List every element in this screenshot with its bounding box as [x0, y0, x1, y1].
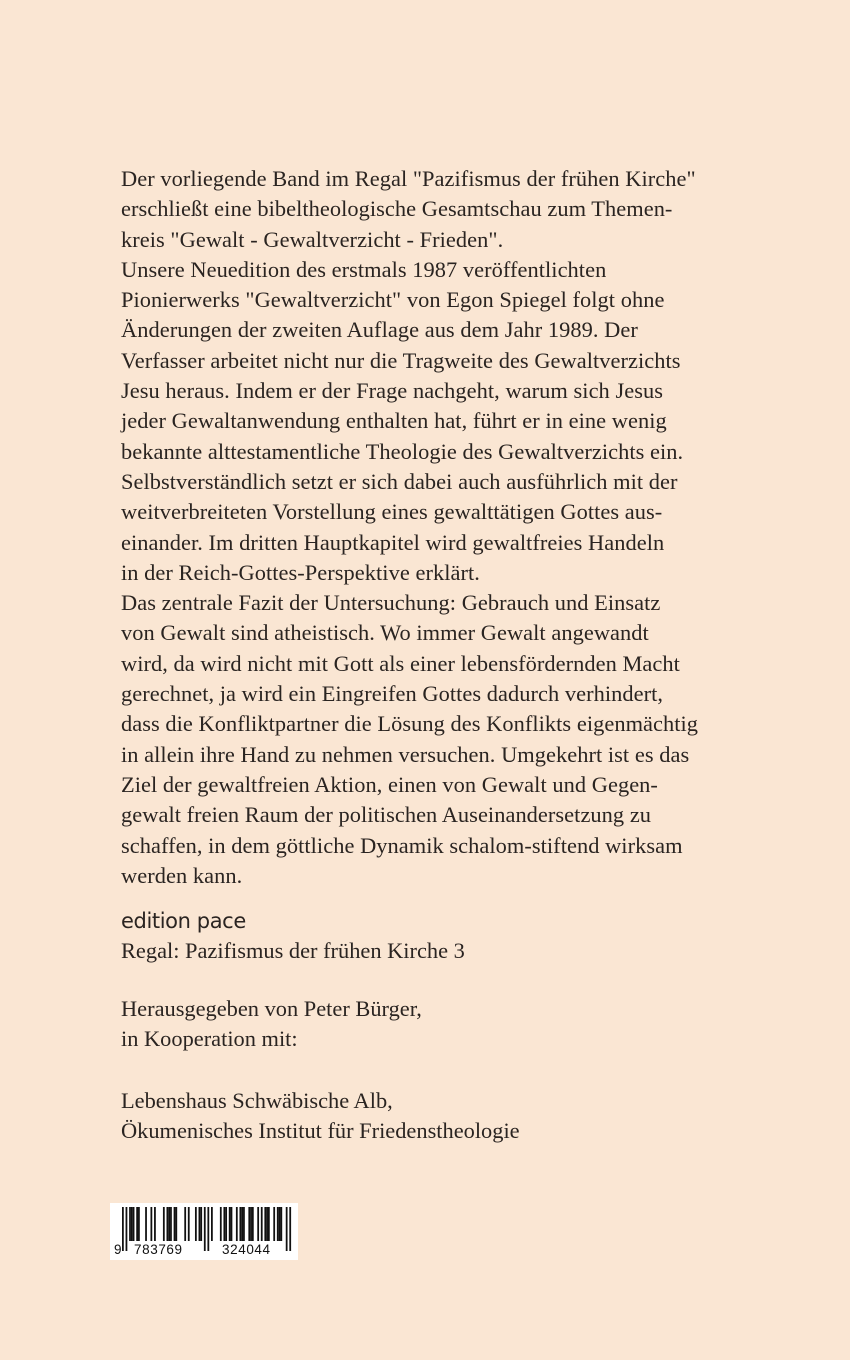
blurb-line: in der Reich-Gottes-Perspektive erklärt.: [121, 559, 480, 585]
blurb-line: Verfasser arbeitet nicht nur die Tragweite des Gewaltverzichts: [121, 347, 681, 373]
partner-list: [121, 1086, 520, 1147]
blurb-line: dass die Konfliktpartner die Lösung des Konflikts eigenmächtig: [121, 711, 699, 737]
barcode-bar: [174, 1207, 176, 1241]
blurb-line: wird, da wird nicht mit Gott als einer lebensfördernden Macht: [121, 650, 680, 676]
barcode-bar: [231, 1207, 233, 1241]
blurb-text: [121, 164, 721, 891]
barcode-bar: [175, 1207, 177, 1241]
blurb-line: weitverbreiteten Vorstellung eines gewalttätigen Gottes aus-: [121, 499, 663, 525]
blurb-line: erschließt eine bibeltheologische Gesamtschau zum Themen-: [121, 196, 673, 222]
blurb-line: Änderungen der zweiten Auflage aus dem Jahr 1989. Der: [121, 317, 638, 343]
barcode-bar: [250, 1207, 252, 1241]
cooperation-line: in Kooperation mit:: [121, 1026, 298, 1052]
blurb-line: schaffen, in dem göttliche Dynamik schalom-stiftend wirksam: [121, 832, 683, 858]
blurb-line: Das zentrale Fazit der Untersuchung: Gebrauch und Einsatz: [121, 590, 661, 616]
editor-line: Herausgegeben von Peter Bürger,: [121, 996, 422, 1021]
publisher-name: edition pace: [121, 909, 246, 933]
barcode-bar: [184, 1207, 186, 1241]
barcode-bar: [200, 1207, 202, 1241]
barcode-bar: [170, 1207, 172, 1241]
barcode-bar: [133, 1207, 135, 1241]
barcode-right-digits: 324044: [222, 1242, 271, 1257]
partner-item: Ökumenisches Institut für Friedenstheologie: [121, 1118, 520, 1144]
barcode-bar: [261, 1207, 263, 1241]
blurb-line: Ziel der gewaltfreien Aktion, einen von Gewalt und Gegen-: [121, 771, 658, 797]
blurb-line: Pionierwerks "Gewaltverzicht" von Egon Spiegel folgt ohne: [121, 287, 665, 313]
barcode-bar: [225, 1207, 227, 1241]
isbn-barcode: [110, 1203, 298, 1260]
blurb-line: werden kann.: [121, 862, 243, 888]
barcode-bar: [243, 1207, 245, 1241]
barcode-prefix-digit: 9: [114, 1242, 123, 1257]
barcode-bar: [264, 1207, 266, 1241]
barcode-bar: [145, 1207, 147, 1241]
blurb-line: in allein ihre Hand zu nehmen versuchen. Umgekehrt ist es das: [121, 741, 690, 767]
barcode-bar: [167, 1207, 169, 1241]
barcode-bar: [150, 1207, 152, 1241]
barcode-bar: [131, 1207, 133, 1241]
barcode-bar: [229, 1207, 231, 1241]
barcode-bar: [279, 1207, 281, 1241]
editor-credit: [121, 994, 422, 1055]
barcode-bar: [129, 1207, 131, 1241]
barcode-bar: [257, 1207, 259, 1241]
blurb-line: bekannte alttestamentliche Theologie des Gewaltverzichts ein.: [121, 438, 684, 464]
barcode-bar: [136, 1207, 138, 1241]
barcode-bar: [220, 1207, 222, 1241]
blurb-line: gewalt freien Raum der politischen Auseinandersetzung zu: [121, 802, 652, 828]
barcode-bar: [188, 1207, 190, 1241]
blurb-line: jeder Gewaltanwendung enthalten hat, führt er in eine wenig: [121, 408, 667, 434]
barcode-bar: [252, 1207, 254, 1241]
barcode-bar: [277, 1207, 279, 1241]
barcode-bar: [168, 1207, 170, 1241]
barcode-bar: [211, 1207, 213, 1241]
barcode-bar: [199, 1207, 201, 1241]
blurb-line: einander. Im dritten Hauptkapitel wird gewaltfreies Handeln: [121, 529, 665, 555]
barcode-bar: [241, 1207, 243, 1241]
barcode-bar: [268, 1207, 270, 1241]
blurb-line: kreis "Gewalt - Gewaltverzicht - Frieden".: [121, 226, 504, 252]
partner-item: Lebenshaus Schwäbische Alb,: [121, 1088, 393, 1113]
barcode-bar: [154, 1207, 156, 1241]
barcode-bar: [248, 1207, 250, 1241]
barcode-bar: [138, 1207, 140, 1241]
blurb-line: Der vorliegende Band im Regal "Pazifismus der frühen Kirche": [121, 166, 696, 191]
barcode-bar: [223, 1207, 225, 1241]
barcode-bar: [266, 1207, 268, 1241]
barcode-left-digits: 783769: [134, 1242, 183, 1257]
barcode-bar: [195, 1207, 197, 1241]
blurb-line: Selbstverständlich setzt er sich dabei auch ausführlich mit der: [121, 468, 678, 494]
barcode-bar: [273, 1207, 275, 1241]
blurb-line: Unsere Neuedition des erstmals 1987 veröffentlichten: [121, 256, 607, 282]
barcode-digits: [110, 1241, 298, 1259]
blurb-line: gerechnet, ja wird ein Eingreifen Gottes dadurch verhindert,: [121, 681, 664, 707]
barcode-bar: [236, 1207, 238, 1241]
blurb-line: von Gewalt sind atheistisch. Wo immer Gewalt angewandt: [121, 620, 649, 646]
barcode-bar: [280, 1207, 282, 1241]
publisher-imprint: [121, 906, 465, 967]
barcode-bar: [163, 1207, 165, 1241]
barcode-bar: [239, 1207, 241, 1241]
series-label: Regal: Pazifismus der frühen Kirche 3: [121, 938, 465, 964]
blurb-line: Jesu heraus. Indem er der Frage nachgeht, warum sich Jesus: [121, 378, 663, 404]
